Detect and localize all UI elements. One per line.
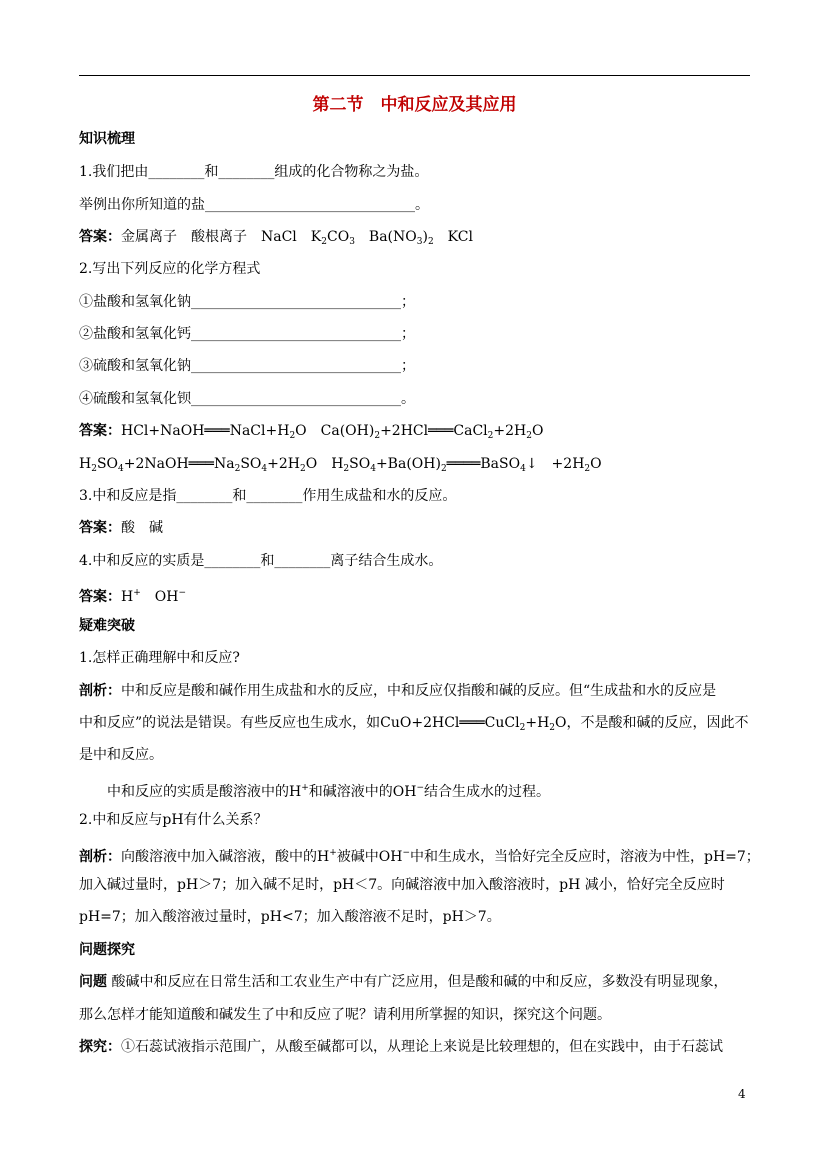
question-1: 1.我们把由________和________组成的化合物称之为盐。 [79,164,429,180]
question-2: 2.写出下列反应的化学方程式 [79,261,261,277]
difficulty-2-question: 2.中和反应与pH有什么关系？ [79,812,268,828]
question-4: 4.中和反应的实质是________和________离子结合生成水。 [79,553,443,569]
answer-label: 答案： [79,423,121,439]
heading-inquiry: 问题探究 [79,942,135,958]
analysis-label: 剖析： [79,683,121,699]
header-rule [79,75,750,76]
inquiry-explore-line-1: 探究：①石蕊试液指示范围广，从酸至碱都可以，从理论上来说是比较理想的，但在实践中，由于石蕊试 [79,1039,723,1055]
question-1-example: 举例出你所知道的盐______________________________。 [79,197,429,213]
question-3: 3.中和反应是指________和________作用生成盐和水的反应。 [79,488,457,504]
explore-label: 探究： [79,1039,121,1055]
question-2-item-4: ④硫酸和氢氧化钡______________________________。 [79,391,415,407]
problem-label: 问题 [79,974,107,990]
heading-knowledge: 知识梳理 [79,131,135,147]
difficulty-2-analysis-line-3: pH=7；加入酸溶液过量时，pH<7；加入酸溶液不足时，pH＞7。 [79,909,501,925]
answer-label: 答案： [79,229,121,245]
difficulty-1-analysis-line-1: 剖析：中和反应是酸和碱作用生成盐和水的反应，中和反应仅指酸和碱的反应。但“生成盐和水的反应是 [79,683,717,699]
answer-3: 答案：酸 碱 [79,520,163,536]
answer-4: 答案：H+ OH− [79,588,186,605]
page-number: 4 [738,1087,746,1101]
difficulty-2-analysis-line-1: 剖析：向酸溶液中加入碱溶液，酸中的H+被碱中OH−中和生成水，当恰好完全反应时，溶液为中性，pH=7； [79,848,760,865]
difficulty-1-analysis-line-3: 是中和反应。 [79,747,163,763]
difficulty-1-essence: 中和反应的实质是酸溶液中的H+和碱溶液中的OH−结合生成水的过程。 [107,783,550,800]
answer-1: 答案：金属离子 酸根离子 NaCl $K_2CO_3$ $Ba(NO_3)_2$ KCl [79,229,473,247]
question-2-item-1: ①盐酸和氢氧化钠______________________________； [79,294,415,310]
section-title: 第二节 中和反应及其应用 [312,95,517,115]
inquiry-problem-line-1: 问题 酸碱中和反应在日常生活和工农业生产中有广泛应用，但是酸和碱的中和反应，多数没有明显现象， [79,974,728,990]
question-2-item-2: ②盐酸和氢氧化钙______________________________； [79,326,415,342]
heading-difficulties: 疑难突破 [79,618,135,634]
difficulty-1-analysis-line-2: 中和反应”的说法是错误。有些反应也生成水，如$CuO+2HCl═══CuCl_2+H_2O$，不是酸和碱的反应，因此不 [79,715,749,733]
difficulty-2-analysis-line-2: 加入碱过量时，pH＞7；加入碱不足时，pH＜7。向碱溶液中加入酸溶液时，pH 减小，恰好完全反应时 [79,877,725,893]
answer-label: 答案： [79,589,121,605]
answer-2: 答案：$HCl+NaOH═══NaCl+H_2O$ $Ca(OH)_2+2HCl═══CaCl_2+2H_2O$ [79,423,544,441]
answer-2-line-2: $H_2SO_4+2NaOH═══Na_2SO_4+2H_2O$ $H_2SO_4+Ba(OH)_2════BaSO_4↓$ $+2H_2O$ [79,456,602,474]
answer-label: 答案： [79,520,121,536]
inquiry-problem-line-2: 那么怎样才能知道酸和碱发生了中和反应了呢？请利用所掌握的知识，探究这个问题。 [79,1007,611,1023]
question-2-item-3: ③硫酸和氢氧化钠______________________________； [79,358,415,374]
analysis-label: 剖析： [79,849,121,865]
difficulty-1-question: 1.怎样正确理解中和反应? [79,650,240,666]
